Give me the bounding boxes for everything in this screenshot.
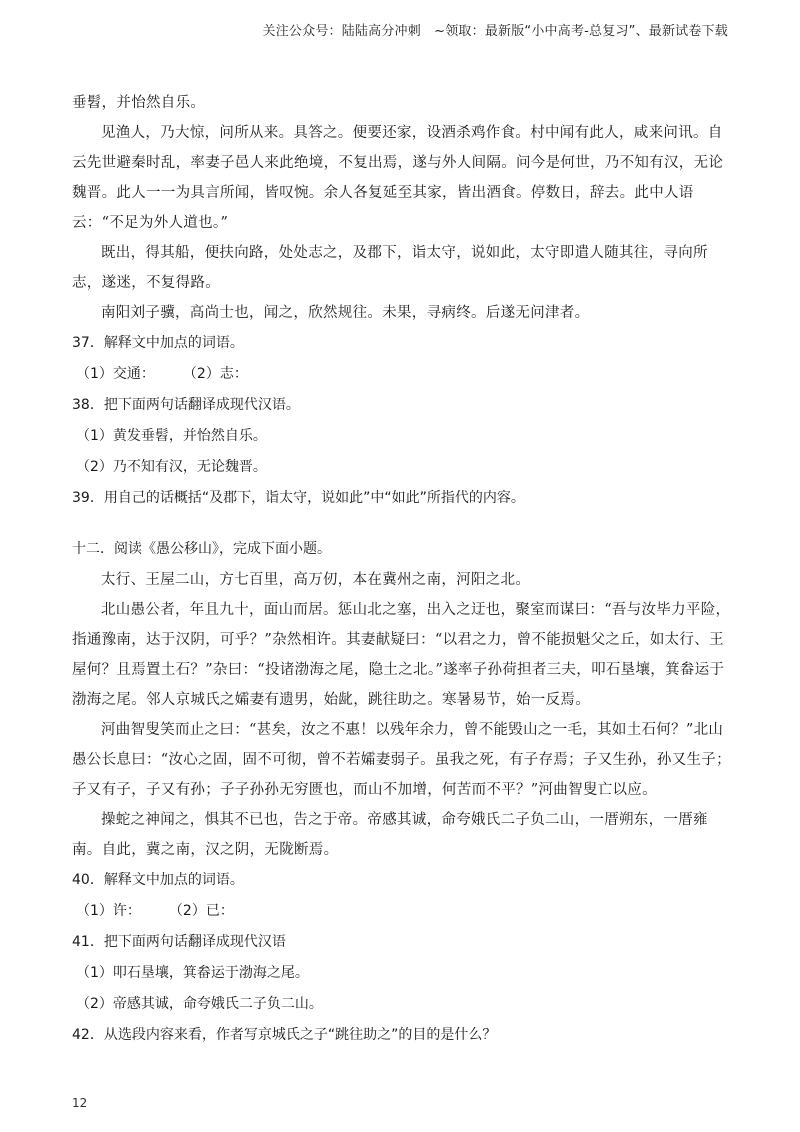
passage-paragraph: 太行、王屋二山，方七百里，高万仞，本在冀州之南，河阳之北。: [101, 572, 531, 588]
question-41-sub1: （1）叩石垦壤，箕畚运于渤海之尾。: [76, 965, 309, 981]
passage-paragraph: 南阳刘子骥，高尚士也，闻之，欣然规往。未果，寻病终。后遂无问津者。: [101, 305, 590, 321]
question-37: 37．解释文中加点的词语。: [72, 335, 244, 351]
page-content: [72, 88, 732, 1051]
page-header: 关注公众号：陆陆高分冲刺 ~领取：最新版“小中高考-总复习”、最新试卷下载: [262, 24, 728, 39]
question-40-sub2: （2）已：: [168, 903, 234, 919]
question-41: 41．把下面两句话翻译成现代汉语: [72, 934, 286, 950]
question-37-sub1: （1）交通：: [76, 366, 155, 382]
passage-paragraph: 垂髫，并怡然自乐。: [72, 95, 206, 111]
question-41-sub2: （2）帝感其诚，命夸娥氏二子负二山。: [76, 996, 323, 1012]
question-37-sub2: （2）志：: [182, 366, 248, 382]
passage-paragraph: 河曲智叟笑而止之曰：“甚矣，汝之不惠！以残年余力，曾不能毁山之一毛，其如土石何？”北山愚公长息曰：“汝心之固，固不可彻，曾不若孀妻弱子。虽我之死，有子存焉；子又生孙，孙又生子；子又有子，子又有孙；子子孙孙无穷匮也，而山不加增，何苦而不平？”河曲智叟亡以应。: [72, 722, 731, 798]
question-40: 40．解释文中加点的词语。: [72, 872, 244, 888]
question-42: 42．从选段内容来看，作者写京城氏之子“跳往助之”的目的是什么？: [72, 1027, 497, 1043]
question-40-subs: [72, 896, 732, 927]
question-38-sub1: （1）黄发垂髫，并怡然自乐。: [76, 428, 267, 444]
passage-paragraph: 北山愚公者，年且九十，面山而居。惩山北之塞，出入之迂也，聚室而谋曰：“吾与汝毕力平险，指通豫南，达于汉阴，可乎？”杂然相许。其妻献疑曰：“以君之力，曾不能损魁父之丘，如太行、王屋何？且焉置土石？”杂曰：“投诸渤海之尾，隐土之北。”遂率子孙荷担者三夫，叩石垦壤，箕畚运于渤海之尾。邻人京城氏之孀妻有遗男，始龀，跳往助之。寒暑易节，始一反焉。: [72, 602, 731, 708]
question-38: 38．把下面两句话翻译成现代汉语。: [72, 397, 300, 413]
page-number: 12: [72, 1096, 88, 1110]
passage-paragraph: 见渔人，乃大惊，问所从来。具答之。便要还家，设酒杀鸡作食。村中闻有此人，咸来问讯。自云先世避秦时乱，率妻子邑人来此绝境，不复出焉，遂与外人间隔。问今是何世，乃不知有汉，无论魏晋。此人一一为具言所闻，皆叹惋。余人各复延至其家，皆出酒食。停数日，辞去。此中人语云：“不足为外人道也。”: [72, 125, 724, 231]
question-38-sub2: （2）乃不知有汉，无论魏晋。: [76, 459, 267, 475]
passage-paragraph: 既出，得其船，便扶向路，处处志之，及郡下，诣太守，说如此，太守即遣人随其往，寻向所志，遂迷，不复得路。: [72, 245, 708, 291]
question-37-subs: [72, 359, 732, 390]
question-40-sub1: （1）许：: [76, 903, 141, 919]
section-12-title: 十二．阅读《愚公移山》，完成下面小题。: [72, 541, 331, 557]
question-39: 39．用自己的话概括“及郡下，诣太守，说如此”中“如此”所指代的内容。: [72, 490, 525, 506]
passage-paragraph: 操蛇之神闻之，惧其不已也，告之于帝。帝感其诚，命夸娥氏二子负二山，一厝朔东，一厝雍南。自此，冀之南，汉之阴，无陇断焉。: [72, 812, 708, 858]
